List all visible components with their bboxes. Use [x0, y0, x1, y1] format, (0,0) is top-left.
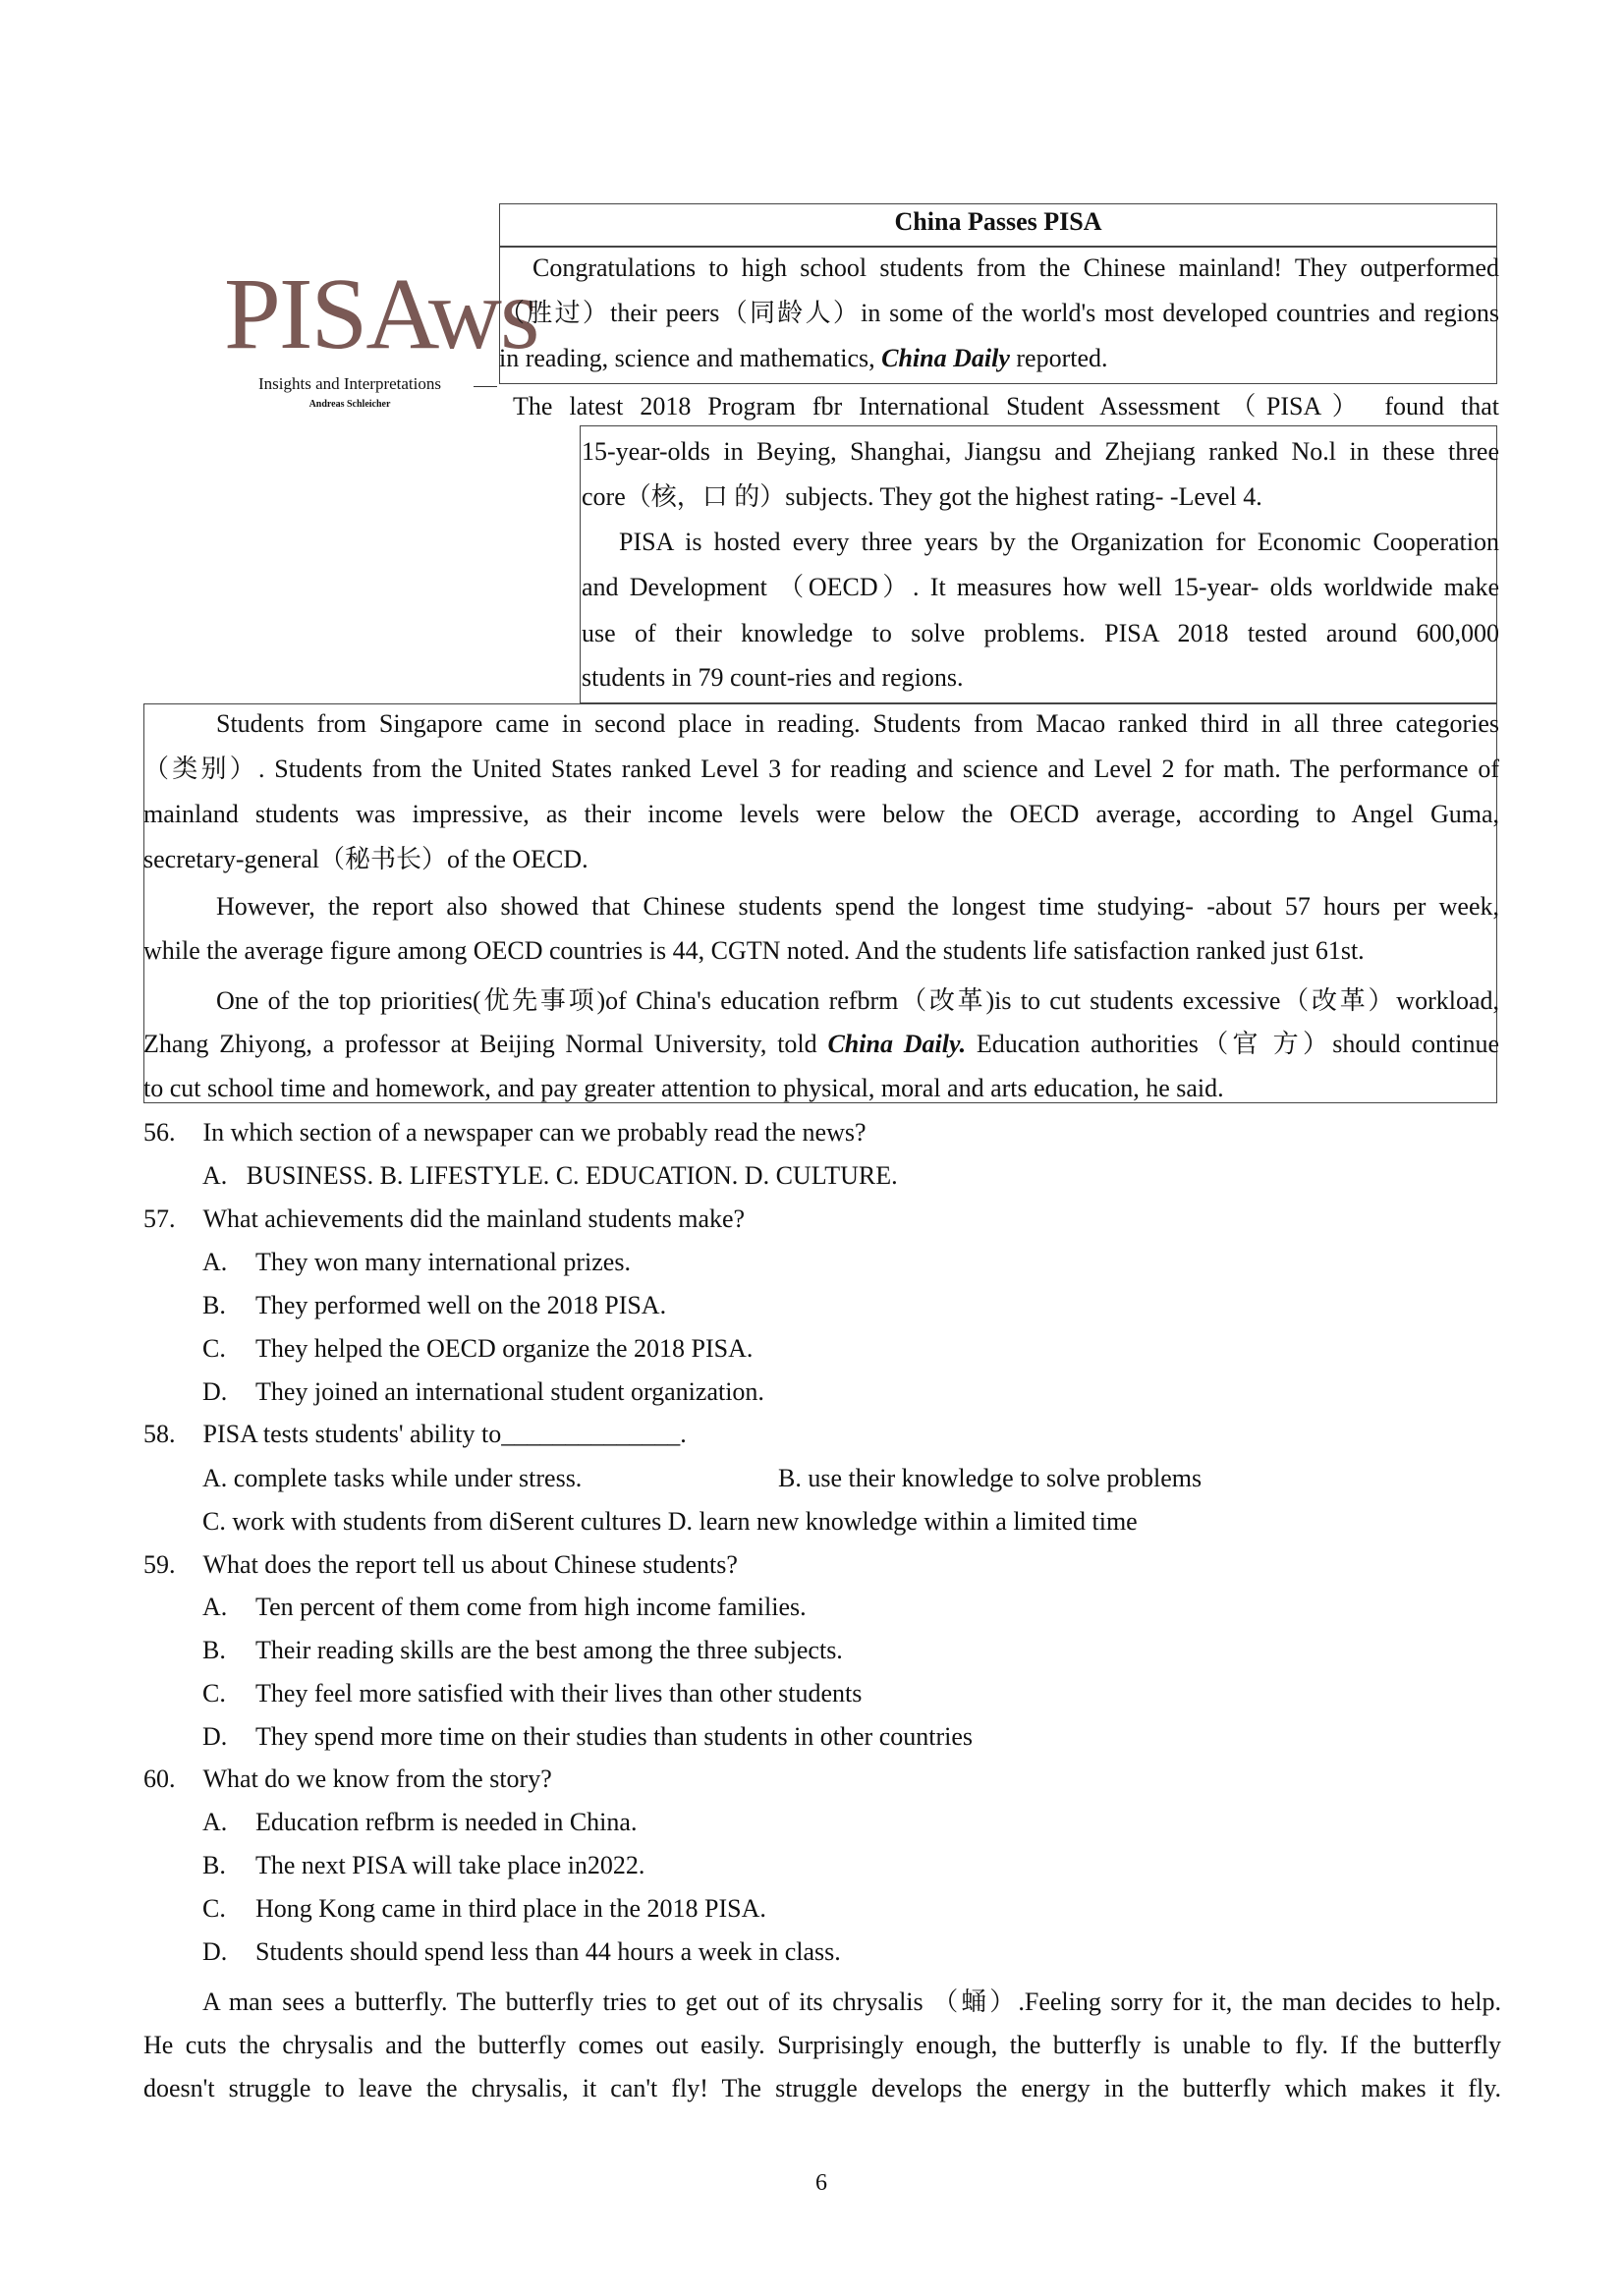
question-text: In which section of a newspaper can we probably read the news?	[202, 1118, 867, 1147]
option-letter: A.	[202, 1593, 228, 1621]
option-letter: D.	[202, 1377, 228, 1406]
option-letter: B.	[202, 1291, 226, 1319]
p3-line-4: students in 79 count-ries and regions.	[582, 663, 964, 692]
question-text: What do we know from the story?	[202, 1764, 552, 1793]
option-60-b	[202, 1850, 644, 1880]
passage2-line-1: A man sees a butterfly. The butterfly tries to get out of its chrysalis （蛹）.Feeling sorry for it, the man decides to help.	[202, 1988, 1501, 2016]
question-56-options: A. BUSINESS. B. LIFESTYLE. C. EDUCATION. D. CULTURE.	[202, 1161, 898, 1190]
option-text: Students should spend less than 44 hours a week in class.	[255, 1937, 841, 1966]
question-57	[143, 1204, 745, 1234]
option-letter: B.	[202, 1851, 226, 1879]
question-58	[143, 1419, 687, 1449]
option-text: They performed well on the 2018 PISA.	[255, 1291, 667, 1319]
option-letter: D.	[202, 1722, 228, 1751]
question-text: What does the report tell us about Chinese students?	[202, 1550, 738, 1579]
option-60-d	[202, 1936, 841, 1967]
logo-author: Andreas Schleicher	[308, 399, 391, 410]
option-59-b	[202, 1635, 843, 1665]
question-number: 59.	[143, 1550, 176, 1579]
option-text: They helped the OECD organize the 2018 PISA.	[255, 1334, 754, 1363]
option-59-c	[202, 1678, 862, 1708]
option-60-c	[202, 1893, 766, 1924]
logo-subtitle: Insights and Interpretations	[257, 374, 441, 393]
passage2-line-2: He cuts the chrysalis and the butterfly comes out easily. Surprisingly enough, the butterfly is unable to fly. If the butterfly	[143, 2031, 1501, 2059]
question-number: 57.	[143, 1204, 176, 1233]
option-58-cd: C. work with students from diSerent cultures D. learn new knowledge within a limited time	[202, 1507, 1138, 1536]
option-letter: C.	[202, 1334, 226, 1363]
title-divider	[499, 246, 1497, 248]
china-daily-source: China Daily	[881, 344, 1010, 372]
option-59-d	[202, 1721, 973, 1752]
logo-divider	[474, 386, 497, 387]
p1-line-2: （胜过）their peers（同龄人）in some of the world's most developed countries and regions	[499, 299, 1499, 327]
p6-line-1: One of the top priorities(优先事项)of China's education refbrm（改革)is to cut students excessive（改革）workload,	[216, 986, 1499, 1015]
option-57-b	[202, 1290, 666, 1320]
option-text: The next PISA will take place in2022.	[255, 1851, 645, 1879]
option-text: They won many international prizes.	[255, 1248, 631, 1276]
question-number: 56.	[143, 1118, 176, 1147]
p4-line-4: secretary-general（秘书长）of the OECD.	[143, 845, 588, 873]
question-text: What achievements did the mainland students make?	[202, 1204, 746, 1233]
china-daily-source-2: China Daily.	[827, 1030, 967, 1058]
option-text: Their reading skills are the best among the three subjects.	[255, 1636, 843, 1664]
option-60-a	[202, 1807, 637, 1837]
option-text: They joined an international student organization.	[255, 1377, 764, 1406]
p6-line-2	[143, 1029, 1499, 1059]
p4-line-3: mainland students was impressive, as their income levels were below the OECD average, according to Angel Guma,	[143, 800, 1499, 828]
option-text: Education refbrm is needed in China.	[255, 1808, 638, 1836]
passage2-line-3: doesn't struggle to leave the chrysalis, it can't fly! The struggle develops the energy in the butterfly which makes it fly.	[143, 2074, 1501, 2102]
option-58-a: A. complete tasks while under stress.	[202, 1464, 583, 1492]
p1-line-3	[499, 343, 1108, 373]
p2-line-2: 15-year-olds in Beying, Shanghai, Jiangsu and Zhejiang ranked No.l in these three	[582, 437, 1499, 466]
article-title: China Passes PISA	[894, 207, 1102, 236]
pisa-logo-title: PISAws	[224, 257, 538, 370]
p3-line-2: and Development （OECD）. It measures how well 15-year- olds worldwide make	[582, 573, 1499, 601]
option-57-a	[202, 1247, 631, 1277]
option-letter: D.	[202, 1937, 228, 1966]
option-text: Hong Kong came in third place in the 2018 PISA.	[255, 1894, 766, 1923]
question-text: PISA tests students' ability to______________.	[202, 1420, 687, 1448]
p6-line-3: to cut school time and homework, and pay greater attention to physical, moral and arts education, he said.	[143, 1074, 1224, 1102]
p4-line-2: （类别）. Students from the United States ranked Level 3 for reading and science and Level 2 for math. The performance of	[143, 755, 1499, 783]
p3-line-3: use of their knowledge to solve problems. PISA 2018 tested around 600,000	[582, 619, 1499, 647]
option-57-d	[202, 1376, 764, 1407]
question-60	[143, 1764, 552, 1794]
question-59	[143, 1549, 738, 1580]
option-59-a	[202, 1592, 807, 1622]
p5-line-1: However, the report also showed that Chinese students spend the longest time studying- -about 57 hours per week,	[216, 892, 1499, 921]
option-letter: B.	[202, 1636, 226, 1664]
option-text: Ten percent of them come from high income families.	[255, 1593, 807, 1621]
p6-line-2-text: Zhang Zhiyong, a professor at Beijing Normal University, told	[143, 1030, 828, 1058]
page-number: 6	[815, 2170, 827, 2196]
p2-line-1: The latest 2018 Program fbr International Student Assessment（PISA） found that	[513, 392, 1499, 420]
question-56	[143, 1117, 867, 1148]
option-letter: C.	[202, 1894, 226, 1923]
question-number: 58.	[143, 1420, 176, 1448]
p1-line-3-text: in reading, science and mathematics,	[499, 344, 882, 372]
option-57-c	[202, 1333, 753, 1364]
p3-line-1: PISA is hosted every three years by the Organization for Economic Cooperation	[619, 528, 1499, 556]
option-letter: A.	[202, 1808, 228, 1836]
option-letter: A.	[202, 1248, 228, 1276]
p1-line-1: Congratulations to high school students from the Chinese mainland! They outperformed	[532, 253, 1499, 282]
option-58-b: B. use their knowledge to solve problems	[778, 1464, 1203, 1492]
p5-line-2: while the average figure among OECD countries is 44, CGTN noted. And the students life satisfaction ranked just 61st.	[143, 936, 1365, 965]
p4-line-1: Students from Singapore came in second place in reading. Students from Macao ranked third in all three categories	[216, 709, 1499, 738]
option-letter: C.	[202, 1679, 226, 1708]
question-number: 60.	[143, 1764, 176, 1793]
option-text: They spend more time on their studies than students in other countries	[255, 1722, 974, 1751]
p1-line-3-end: reported.	[1009, 344, 1108, 372]
p2-line-3: core（核，口 的）subjects. They got the highest rating- -Level 4.	[582, 482, 1262, 511]
option-text: They feel more satisfied with their lives than other students	[255, 1679, 863, 1708]
p6-line-2-end: Education authorities（官 方）should continue	[966, 1030, 1499, 1058]
